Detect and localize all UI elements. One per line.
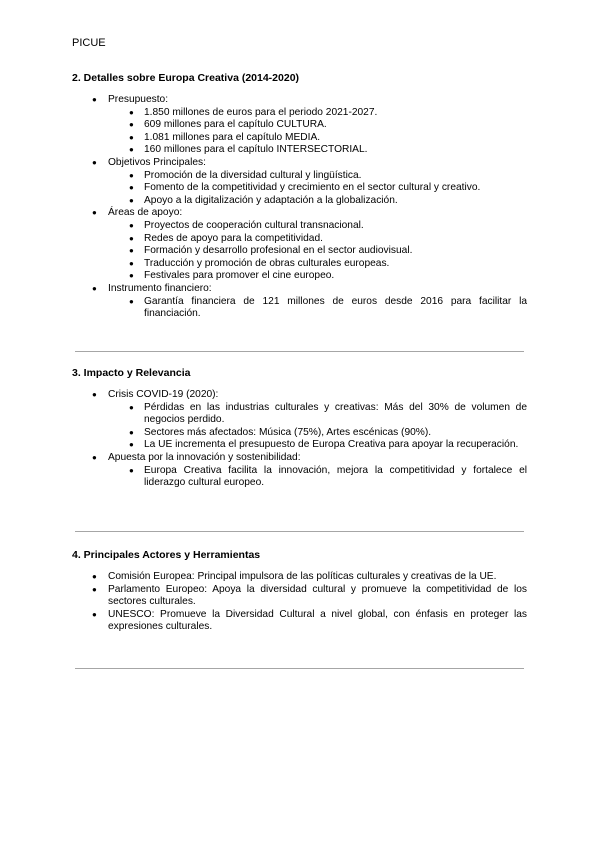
bullet-icon: ● bbox=[129, 220, 134, 230]
list-item-label: Objetivos Principales: bbox=[108, 156, 206, 168]
list-item-text: La UE incrementa el presupuesto de Europa Creativa para apoyar la recuperación. bbox=[144, 439, 519, 451]
list-item bbox=[72, 107, 527, 120]
list-item bbox=[72, 571, 527, 584]
list-item-text: Europa Creativa facilita la innovación, mejora la competitividad y fortalece el liderazgo cultural europeo. bbox=[144, 464, 527, 489]
bullet-icon: ● bbox=[129, 402, 134, 412]
bullet-icon: ● bbox=[129, 132, 134, 142]
list-item-label: Crisis COVID-19 (2020): bbox=[108, 389, 219, 400]
section-list bbox=[72, 389, 527, 490]
list-item bbox=[72, 402, 527, 427]
section-actores bbox=[72, 549, 527, 634]
bullet-icon: ● bbox=[129, 427, 134, 437]
list-item-text: Redes de apoyo para la competitividad. bbox=[144, 232, 323, 244]
bullet-icon: ● bbox=[92, 452, 97, 462]
list-item bbox=[72, 296, 527, 321]
list-item-text: UNESCO: Promueve la Diversidad Cultural a nivel global, con énfasis en proteger las expresiones culturales. bbox=[108, 608, 527, 633]
list-item bbox=[72, 452, 527, 490]
bullet-icon: ● bbox=[129, 195, 134, 205]
section-heading: 3. Impacto y Relevancia bbox=[72, 367, 191, 379]
sub-list bbox=[108, 465, 527, 490]
list-item bbox=[72, 439, 527, 452]
bullet-icon: ● bbox=[129, 258, 134, 268]
list-item bbox=[72, 245, 527, 258]
list-item bbox=[72, 427, 527, 440]
list-item-text: Apoyo a la digitalización y adaptación a la globalización. bbox=[144, 194, 398, 206]
list-item bbox=[72, 609, 527, 634]
section-heading: 4. Principales Actores y Herramientas bbox=[72, 549, 261, 561]
list-item bbox=[72, 389, 527, 452]
bullet-icon: ● bbox=[129, 440, 134, 450]
bullet-icon: ● bbox=[129, 246, 134, 256]
bullet-icon: ● bbox=[129, 120, 134, 130]
section-list bbox=[72, 571, 527, 634]
list-item-label: Instrumento financiero: bbox=[108, 282, 212, 294]
bullet-icon: ● bbox=[92, 572, 97, 581]
list-item bbox=[72, 258, 527, 271]
list-item-text: Formación y desarrollo profesional en el sector audiovisual. bbox=[144, 245, 413, 257]
list-item-text: Pérdidas en las industrias culturales y creativas: Más del 30% de volumen de negocios perdido. bbox=[144, 401, 527, 426]
section-list bbox=[72, 94, 527, 321]
list-item-text: Promoción de la diversidad cultural y lingüística. bbox=[144, 169, 362, 181]
bullet-icon: ● bbox=[129, 145, 134, 155]
section-divider bbox=[75, 351, 524, 352]
bullet-icon: ● bbox=[129, 170, 134, 180]
bullet-icon: ● bbox=[129, 107, 134, 117]
bullet-icon: ● bbox=[129, 296, 134, 306]
bullet-icon: ● bbox=[92, 283, 97, 293]
list-item bbox=[72, 182, 527, 195]
list-item bbox=[72, 157, 527, 207]
section-detalles bbox=[72, 72, 527, 321]
list-item bbox=[72, 207, 527, 283]
bullet-icon: ● bbox=[92, 157, 97, 167]
list-item-text: Traducción y promoción de obras culturales europeas. bbox=[144, 257, 390, 269]
bullet-icon: ● bbox=[129, 465, 134, 475]
section-divider bbox=[75, 531, 524, 532]
sub-list bbox=[108, 296, 527, 321]
list-item bbox=[72, 270, 527, 283]
sub-list bbox=[108, 107, 527, 157]
list-item-text: 1.081 millones para el capítulo MEDIA. bbox=[144, 131, 321, 143]
section-heading: 2. Detalles sobre Europa Creativa (2014-2020) bbox=[72, 72, 300, 84]
sub-list bbox=[108, 220, 527, 283]
list-item bbox=[72, 170, 527, 183]
document-header: PICUE bbox=[72, 37, 106, 49]
bullet-icon: ● bbox=[129, 183, 134, 193]
list-item bbox=[72, 132, 527, 145]
list-item bbox=[72, 94, 527, 157]
bullet-icon: ● bbox=[92, 609, 97, 619]
list-item-text: Parlamento Europeo: Apoya la diversidad cultural y promueve la competitividad de los sectores culturales. bbox=[108, 583, 527, 608]
list-item-text: 160 millones para el capítulo INTERSECTORIAL. bbox=[144, 144, 368, 156]
list-item-text: Sectores más afectados: Música (75%), Artes escénicas (90%). bbox=[144, 426, 432, 438]
bullet-icon: ● bbox=[129, 233, 134, 243]
list-item-text: Fomento de la competitividad y crecimiento en el sector cultural y creativo. bbox=[144, 182, 481, 194]
list-item-label: Apuesta por la innovación y sostenibilidad: bbox=[108, 451, 301, 463]
sub-list bbox=[108, 170, 527, 208]
list-item bbox=[72, 233, 527, 246]
list-item-text: 609 millones para el capítulo CULTURA. bbox=[144, 119, 327, 131]
list-item bbox=[72, 220, 527, 233]
list-item-text: Garantía financiera de 121 millones de euros desde 2016 para facilitar la financiación. bbox=[144, 295, 527, 320]
list-item-text: Proyectos de cooperación cultural transnacional. bbox=[144, 219, 364, 231]
list-item-label: Áreas de apoyo: bbox=[108, 207, 183, 219]
list-item bbox=[72, 283, 527, 321]
section-divider bbox=[75, 668, 524, 669]
list-item bbox=[72, 119, 527, 132]
list-item bbox=[72, 144, 527, 157]
list-item-label: Presupuesto: bbox=[108, 94, 169, 105]
bullet-icon: ● bbox=[92, 95, 97, 104]
bullet-icon: ● bbox=[92, 208, 97, 218]
sub-list bbox=[108, 402, 527, 452]
list-item bbox=[72, 195, 527, 208]
bullet-icon: ● bbox=[129, 271, 134, 281]
list-item bbox=[72, 584, 527, 609]
list-item bbox=[72, 465, 527, 490]
bullet-icon: ● bbox=[92, 390, 97, 399]
bullet-icon: ● bbox=[92, 584, 97, 594]
section-impacto bbox=[72, 367, 527, 490]
list-item-text: Comisión Europea: Principal impulsora de las políticas culturales y creativas de la UE. bbox=[108, 571, 497, 582]
list-item-text: 1.850 millones de euros para el periodo 2021-2027. bbox=[144, 106, 378, 118]
list-item-text: Festivales para promover el cine europeo. bbox=[144, 270, 335, 282]
